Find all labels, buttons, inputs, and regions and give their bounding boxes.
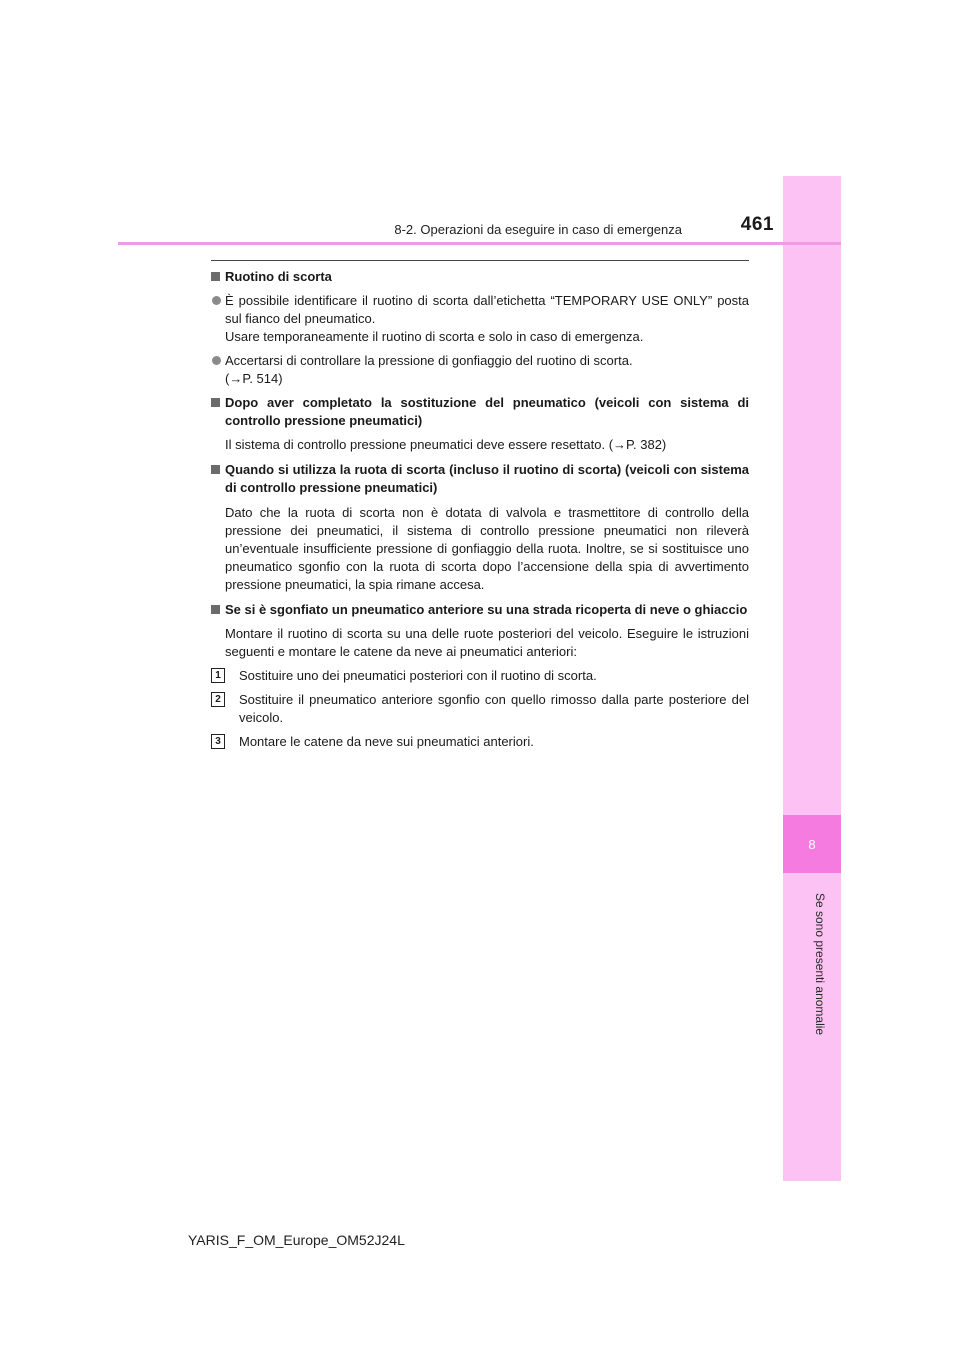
page-content: [211, 268, 749, 751]
section-title: 8-2. Operazioni da eseguire in caso di emergenza: [394, 222, 682, 237]
section-heading: Dopo aver completato la sostituzione del pneumatico (veicoli con sistema di controllo pressione pneumatici): [211, 394, 749, 430]
bullet-text: Usare temporaneamente il ruotino di scorta e solo in caso di emergenza.: [225, 329, 644, 344]
step-number-box: 3: [211, 734, 225, 749]
circle-bullet-icon: [212, 356, 221, 365]
chapter-number: 8: [808, 836, 816, 852]
square-bullet-icon: [211, 465, 220, 474]
section-heading: Quando si utilizza la ruota di scorta (incluso il ruotino di scorta) (veicoli con sistema di controllo pressione pneumatici): [211, 461, 749, 497]
bullet-item: [211, 292, 749, 346]
step-text: Sostituire uno dei pneumatici posteriori con il ruotino di scorta.: [239, 668, 597, 683]
step-item: [211, 691, 749, 727]
content-top-rule: [211, 260, 749, 261]
document-code: YARIS_F_OM_Europe_OM52J24L: [188, 1232, 405, 1248]
page-reference-link[interactable]: (→P. 514): [225, 371, 283, 386]
chapter-label: Se sono presenti anomalie: [813, 892, 827, 1036]
step-item: [211, 733, 749, 751]
bullet-text: Accertarsi di controllare la pressione di gonfiaggio del ruotino di scorta.: [225, 353, 633, 368]
square-bullet-icon: [211, 605, 220, 614]
section-heading: Ruotino di scorta: [211, 268, 749, 286]
paragraph: Dato che la ruota di scorta non è dotata di valvola e trasmettitore di controllo della pressione dei pneumatici, il sistema di controllo pressione pneumatici non rileverà un’eventuale insufficiente pressione di gonfiaggio della ruota. Inoltre, se si sostituisce uno pneumatico sgonfio con la ruota di scorta dopo l’accensione della spia di avvertimento pressione pneumatici, la spia rimane accesa.: [225, 505, 749, 592]
step-text: Montare le catene da neve sui pneumatici anteriori.: [239, 734, 534, 749]
step-number-box: 1: [211, 668, 225, 683]
page-number: 461: [740, 214, 774, 235]
header-rule: [118, 242, 841, 245]
square-bullet-icon: [211, 272, 220, 281]
paragraph: Montare il ruotino di scorta su una delle ruote posteriori del veicolo. Eseguire le istruzioni seguenti e montare le catene da neve ai pneumatici anteriori:: [225, 626, 749, 659]
chapter-number-tab[interactable]: [783, 815, 841, 873]
bullet-text: È possibile identificare il ruotino di scorta dall’etichetta “TEMPORARY USE ONLY” posta sul fianco del pneumatico.: [225, 293, 749, 326]
step-item: [211, 667, 749, 685]
square-bullet-icon: [211, 398, 220, 407]
paragraph: Il sistema di controllo pressione pneumatici deve essere resettato. (→P. 382): [225, 437, 667, 452]
bullet-item: [211, 352, 749, 388]
circle-bullet-icon: [212, 296, 221, 305]
step-number-box: 2: [211, 692, 225, 707]
step-text: Sostituire il pneumatico anteriore sgonfio con quello rimosso dalla parte posteriore del veicolo.: [239, 692, 749, 725]
section-heading: Se si è sgonfiato un pneumatico anteriore su una strada ricoperta di neve o ghiaccio: [211, 601, 749, 619]
